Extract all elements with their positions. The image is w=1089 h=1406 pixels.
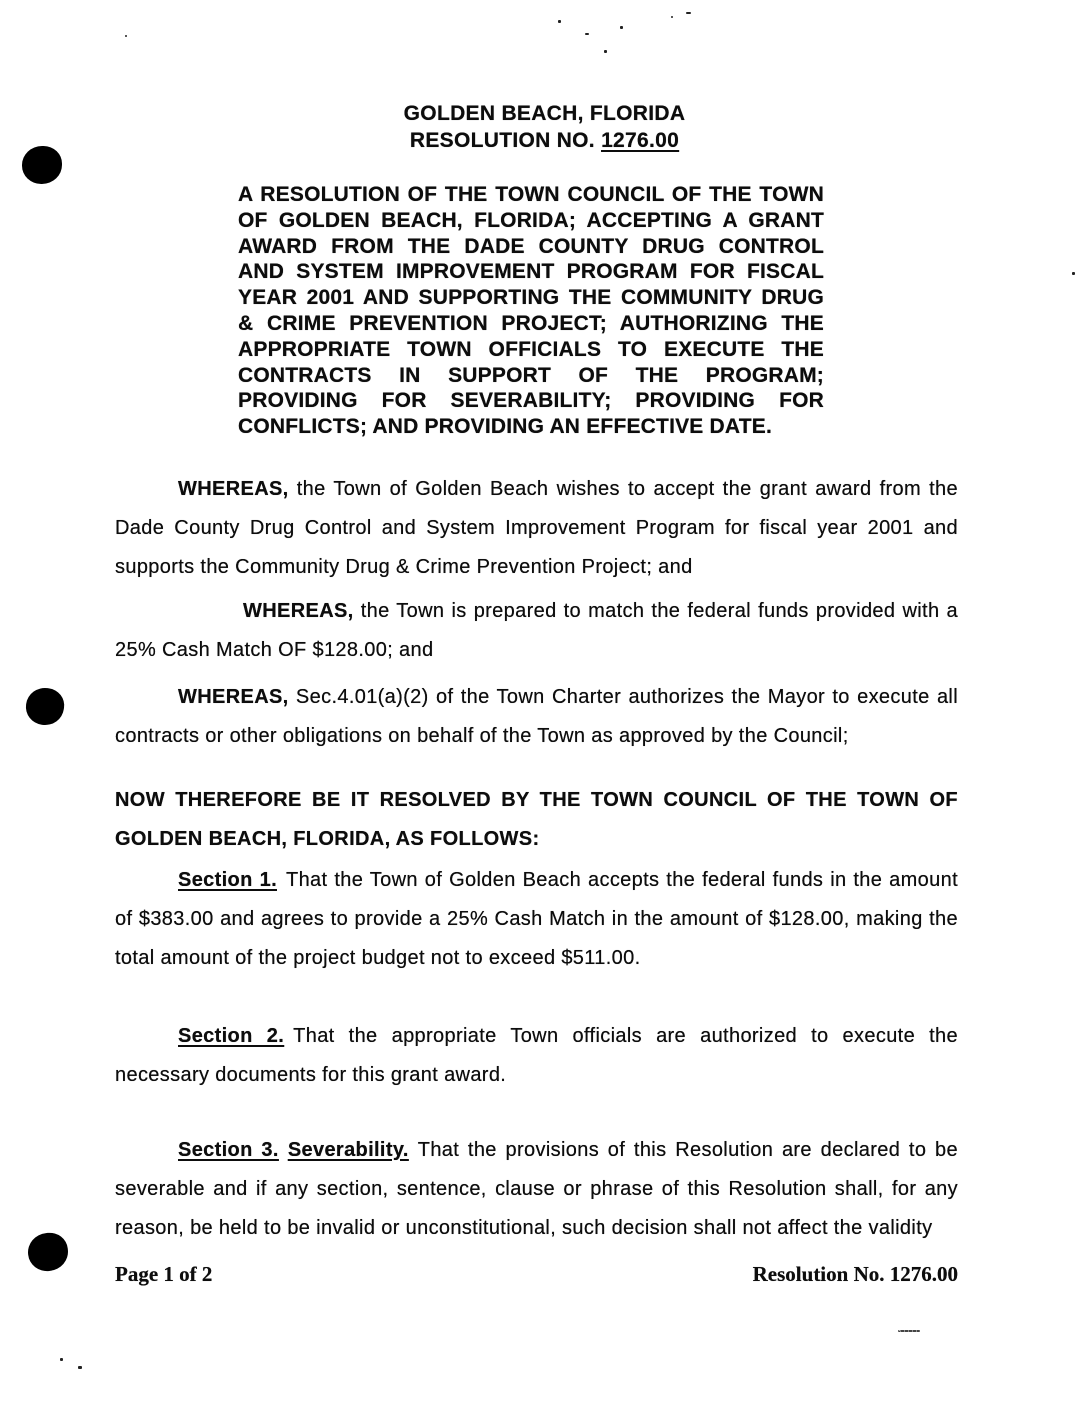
scan-speckle [671,16,673,18]
section-2-text: That the appropriate Town officials are authorized to execute the necessary documents for this grant award. [115,1024,958,1086]
document-header [0,0,1089,154]
scan-speckle [620,26,623,29]
section-3-severability-label: Severability. [287,1138,409,1161]
hole-punch-bottom-icon [26,1231,70,1273]
resolution-title-block: A RESOLUTION OF THE TOWN COUNCIL OF THE TOWN OF GOLDEN BEACH, FLORIDA; ACCEPTING A GRANT AWARD FROM THE DADE COUNTY DRUG CONTROL AND SYSTEM IMPROVEMENT PROGRAM FOR FISCAL YEAR 2001 AND SUPPORTING THE COMMUNITY DRUG & CRIME PREVENTION PROJECT; AUTHORIZING THE APPROPRIATE TOWN OFFICIALS TO EXECUTE THE CONTRACTS IN SUPPORT OF THE PROGRAM; PROVIDING FOR SEVERABILITY; PROVIDING FOR CONFLICTS; AND PROVIDING AN EFFECTIVE DATE. [238,183,824,439]
whereas-3-text: Sec.4.01(a)(2) of the Town Charter authorizes the Mayor to execute all contracts or other obligations on behalf of the Town as approved by the Council; [115,685,958,747]
resolved-clause: NOW THEREFORE BE IT RESOLVED BY THE TOWN COUNCIL OF THE TOWN OF GOLDEN BEACH, FLORIDA, AS FOLLOWS: [115,788,958,850]
page-footer [115,1262,958,1287]
section-1-label: Section 1. [178,868,277,891]
whereas-2-lead: WHEREAS, [243,599,354,622]
whereas-paragraph-2 [115,592,958,670]
resolution-no-prefix: RESOLUTION NO. [409,129,602,152]
section-3-label: Section 3. [178,1138,279,1161]
document-body [115,470,958,1248]
scan-speckle [686,12,691,14]
resolution-number: 1276.00 [601,129,680,152]
section-2-label: Section 2. [178,1024,285,1047]
section-2-paragraph [115,1017,958,1095]
section-1-paragraph [115,861,958,978]
hole-punch-middle-icon [24,686,67,728]
scan-speckle [125,35,127,37]
scan-speckle [585,33,589,35]
whereas-paragraph-3 [115,678,958,756]
section-3-text: That the provisions of this Resolution are declared to be severable and if any section, sentence, clause or phrase of this Resolution shall, for any reason, be held to be invalid or unconstitutional, such decision shall not affect the validity [115,1138,958,1239]
whereas-paragraph-1 [115,470,958,587]
whereas-3-lead: WHEREAS, [178,685,289,708]
scan-speckle [898,1330,920,1332]
scan-speckle [78,1366,82,1369]
scan-speckle [60,1358,63,1361]
scan-speckle [558,20,561,23]
scan-speckle [604,50,607,53]
header-resolution-line [0,127,1089,154]
header-town-line: GOLDEN BEACH, FLORIDA [403,102,686,125]
page-number-label: Page 1 of 2 [115,1261,213,1286]
scan-speckle [1072,272,1075,275]
whereas-2-text: the Town is prepared to match the federal funds provided with a 25% Cash Match OF $128.00; and [115,599,958,661]
hole-punch-top-icon [22,146,62,184]
whereas-1-lead: WHEREAS, [178,477,289,500]
section-1-text: That the Town of Golden Beach accepts the federal funds in the amount of $383.00 and agrees to provide a 25% Cash Match in the amount of $128.00, making the total amount of the project budget not to exceed $511.00. [115,868,958,969]
section-3-paragraph [115,1131,958,1248]
whereas-1-text: the Town of Golden Beach wishes to accept the grant award from the Dade County Drug Control and System Improvement Program for fiscal year 2001 and supports the Community Drug & Crime Prevention Project; and [115,477,958,578]
footer-resolution-label: Resolution No. 1276.00 [752,1261,958,1286]
